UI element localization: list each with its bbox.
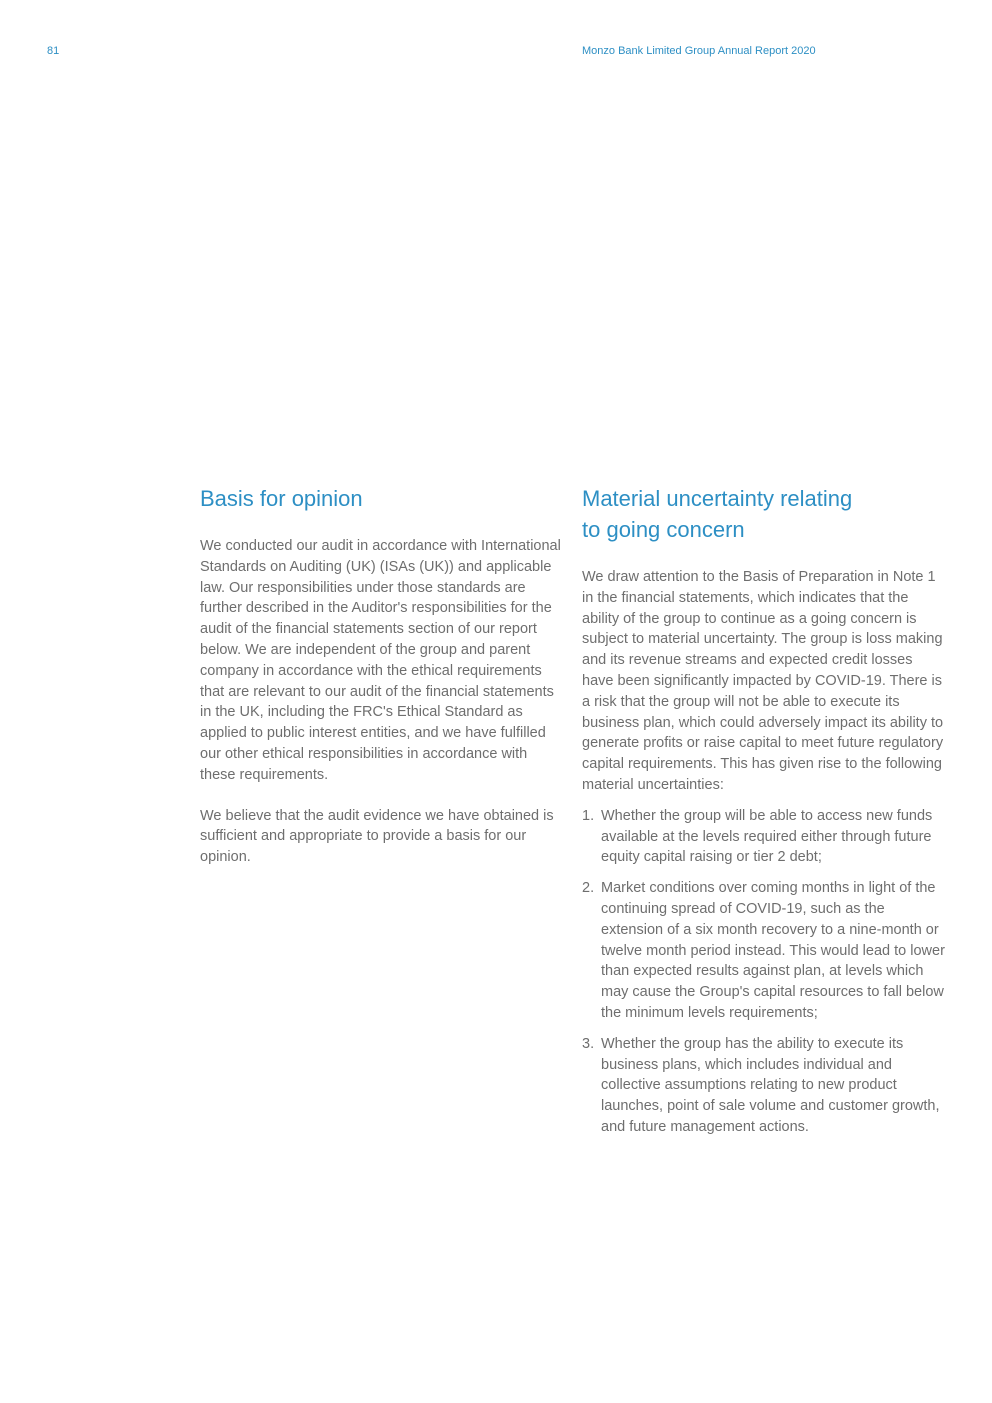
list-item-text: Market conditions over coming months in light of the continuing spread of COVID-19, such as the extension of a six month recovery to a nine-month or twelve month period instead. This would lead to lower than expected results against plan, at levels which may cause the Group's capital resources to fall below the minimum levels requirements;	[601, 880, 945, 1021]
list-item-text: Whether the group has the ability to execute its business plans, which includes individual and collective assumptions relating to new product launches, point of sale volume and customer growth, and future management actions.	[601, 1035, 940, 1135]
heading-line: to going concern	[582, 517, 745, 542]
list-number: 3.	[582, 1035, 595, 1052]
list-item-text: Whether the group will be able to access new funds available at the levels required either through future equity capital raising or tier 2 debt;	[601, 807, 933, 866]
list-number: 2.	[582, 880, 595, 897]
heading-line: Material uncertainty relating	[582, 486, 853, 511]
paragraph: We conducted our audit in accordance with International Standards on Auditing (UK) (ISAs (UK)) and applicable law. Our responsibilities under those standards are further described in the Auditor's responsibilities for the audit of the financial statements section of our report below. We are independent of the group and parent company in accordance with the ethical requirements that are relevant to our audit of the financial statements in the UK, including the FRC's Ethical Standard as applied to public interest entities, and we have fulfilled our other ethical responsibilities in accordance with these requirements.	[200, 538, 561, 783]
report-title: Monzo Bank Limited Group Annual Report 2020	[582, 45, 816, 57]
section-heading	[582, 483, 946, 545]
list-item	[582, 878, 946, 1024]
list-item	[582, 806, 946, 868]
list-number: 1.	[582, 807, 595, 824]
list-item	[582, 1034, 946, 1138]
uncertainty-list	[582, 806, 946, 1138]
basis-for-opinion-section	[200, 483, 566, 888]
section-heading: Basis for opinion	[200, 486, 363, 511]
paragraph: We draw attention to the Basis of Preparation in Note 1 in the financial statements, which indicates that the ability of the group to continue as a going concern is subject to material uncertainty. The group is loss making and its revenue streams and expected credit losses have been significantly impacted by COVID-19. There is a risk that the group will not be able to execute its business plan, which could adversely impact its ability to generate profits or raise capital to meet future regulatory capital requirements. This has given rise to the following material uncertainties:	[582, 569, 944, 793]
paragraph: We believe that the audit evidence we have obtained is sufficient and appropriate to provide a basis for our opinion.	[200, 807, 554, 866]
page-number: 81	[47, 45, 60, 57]
going-concern-section	[582, 483, 946, 1148]
